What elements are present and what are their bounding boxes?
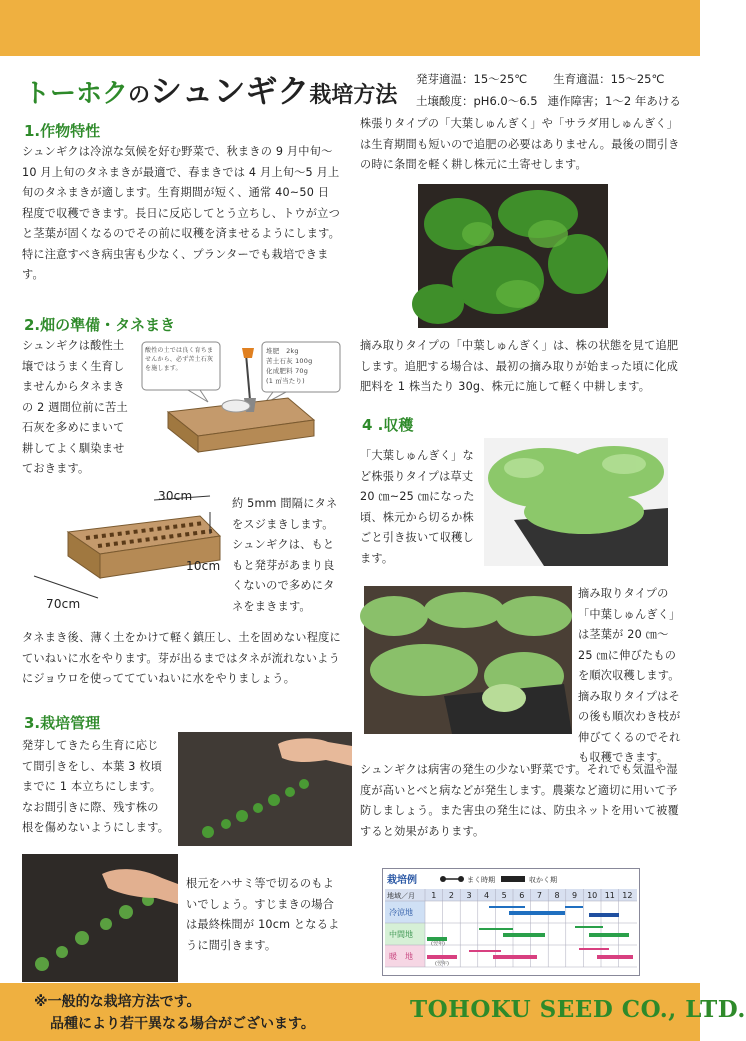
germination-temp: 発芽適温：15～25℃: [416, 72, 528, 86]
mid-harvest-fall: [589, 933, 629, 937]
month-label: 6: [519, 891, 525, 900]
top-banner: [0, 0, 700, 56]
calendar-title: 栽培例: [387, 875, 417, 886]
section3-heading: 3.栽培管理: [24, 714, 101, 732]
warm-next-year-note: (翌年): [435, 961, 449, 967]
month-label: 12: [622, 891, 633, 900]
dim-length-label: 70cm: [46, 597, 81, 611]
warm-harvest-fall: [597, 955, 633, 959]
month-label: 4: [484, 891, 490, 900]
month-label: 7: [536, 891, 542, 900]
crop-photo: [418, 184, 608, 328]
harvest-marker: [501, 876, 525, 882]
dim-width-label: 30cm: [158, 489, 193, 503]
scissors-photo: [22, 854, 178, 982]
cultivation-calendar: [382, 868, 640, 976]
legend-harvest-label: 収かく期: [529, 876, 557, 884]
shovel-handle: [246, 354, 250, 400]
section3-body1: 発芽してきたら生育に応じて間引きをし、本葉 3 枚頃までに 1 本立ちにします。なお間引きに際、残す株の根を傷めないようにします。: [22, 739, 170, 834]
cold-harvest-fall: [589, 913, 619, 917]
month-label: 10: [587, 891, 598, 900]
harvest-large-photo: [484, 438, 668, 566]
section1-heading: 1.作物特性: [24, 122, 101, 140]
month-label: 2: [448, 891, 454, 900]
mid-harvest-spring: [503, 933, 545, 937]
shovel-grip: [242, 348, 254, 358]
section4-body2-wrap: 摘み取りタイプの「中葉しゅんぎく」は茎葉が 20 ㎝～25 ㎝に伸びたものを順次収穫します。摘み取りタイプはその後も順次わき枝が伸びてくるのでそれも収穫できます。: [578, 587, 681, 764]
section2-body3: タネまき後、薄く土をかけて軽く鎮圧し、土を固めない程度にていねいに水をやります。芽が出るまではタネが流れないようにジョウロを使っててていねいに水をやりましょう。: [22, 631, 341, 685]
section2-body2: 約 5mm 間隔にタネをスジまきします。シュンギクは、もともと発芽があまり良くないので多めにタネをまきます。: [232, 497, 338, 613]
month-label: 3: [466, 891, 472, 900]
bubble-left-tail: [188, 390, 208, 402]
section3-body2: 根元をハサミ等で切るのもよいでしょう。すじまきの場合は最終株間が 10cm となるように間引きます。: [186, 877, 340, 952]
section3-body4: 摘み取りタイプの「中葉しゅんぎく」は、株の状態を見て追肥します。追肥する場合は、最初の摘み取りが始まった頃に化成肥料を 1 株当たり 30g、株元に施して軽く中耕します。: [360, 339, 679, 393]
region-cold: 冷涼地: [389, 908, 413, 917]
growth-temp: 生育適温：15～25℃: [553, 72, 665, 86]
rotation-note: 連作障害；1～2 年あける: [547, 94, 681, 108]
fertilizer-chemical: 化成肥料 70g: [266, 367, 309, 375]
soil-ph: 土壌酸度：pH6.0～6.5: [416, 94, 538, 108]
section4-body1: 「大葉しゅんぎく」など株張りタイプは草丈 20 ㎝~25 ㎝になった頃、株元から切るか株ごと引き抜いて収穫します。: [360, 449, 475, 565]
month-label: 9: [572, 891, 578, 900]
legend-sow-label: まく時期: [467, 876, 495, 884]
page-title: [24, 66, 397, 112]
region-mid: 中間地: [389, 930, 413, 939]
fertilizer-compost: 堆肥 2kg: [266, 347, 299, 355]
month-header-row: [385, 889, 637, 901]
region-warm: 暖 地: [389, 952, 413, 961]
fertilizer-unit: (1 ㎡当たり): [266, 377, 305, 385]
warm-harvest-spring: [493, 955, 537, 959]
warm-harvest-winter: [427, 955, 457, 959]
cold-harvest-summer: [509, 911, 565, 915]
growing-conditions: [416, 68, 681, 112]
month-label: 11: [604, 891, 615, 900]
month-label: 1: [431, 891, 437, 900]
section3-body3: 株張りタイプの「大葉しゅんぎく」や「サラダ用しゅんぎく」は生育期間も短いので追肥の必要はありません。最後の間引きの時に条間を軽く耕し株元に土寄せします。: [360, 117, 680, 171]
harvest-medium-photo: [364, 586, 572, 734]
dim-height-label: 10cm: [186, 559, 221, 573]
month-label: 5: [501, 891, 507, 900]
section4-body3: シュンギクは病害の発生の少ない野菜です。それでも気温や湿度が高いとべと病などが発生します。農薬など適切に用いて予防しましょう。また害虫の発生には、防虫ネットを用いて被覆すると効果があります。: [360, 763, 679, 838]
title-brand: トーホク: [24, 79, 129, 109]
footer-note: [34, 991, 315, 1035]
month-label: 8: [554, 891, 560, 900]
thinning-photo: [178, 732, 352, 846]
section2-body1: シュンギクは酸性土壌ではうまく生育しませんからタネまきの 2 週間位前に苦土石灰を多めにまいて耕してよく馴染ませておきます。: [22, 339, 128, 475]
section4-heading: 4 .収穫: [362, 416, 414, 434]
section1-body: シュンギクは冷涼な気候を好む野菜で、秋まきの 9 月中旬～10 月上旬のタネまきが最適で、春まきでは 4 月上旬～5 月上旬のタネまきが適します。生育期間が短く、通常 40~50 日程度で収穫できます。長日に反応してとう立ちし、トウが立つと茎葉が固くなるのでその前に収穫を済ませるようにします。特に注意すべき病虫害も少なく、プランターでも栽培できます。: [22, 145, 340, 281]
title-crop: シュンギク: [150, 72, 310, 110]
region-month-label: 地域／月: [387, 892, 415, 900]
company-logo-text: TOHOKU SEED CO., LTD.: [410, 996, 746, 1023]
footer-note-line2: 品種により若干異なる場合がございます。: [50, 1016, 315, 1032]
title-method: 栽培方法: [309, 83, 398, 108]
cut-stems: [482, 684, 526, 712]
bubble-right-text: [266, 346, 340, 386]
bubble-left-text: 酸性の土では良く育ちませんから、必ず苦土石灰を施します。: [145, 347, 214, 372]
footer-note-line1: ※一般的な栽培方法です。: [34, 994, 201, 1010]
section2-heading: 2.畑の準備・タネまき: [24, 316, 176, 334]
title-particle: の: [128, 83, 151, 108]
mid-next-year-note: (翌年): [431, 941, 445, 947]
calendar-chart: [383, 869, 639, 975]
lime-pile: [222, 400, 250, 412]
fertilizer-lime: 苦土石灰 100g: [266, 357, 313, 365]
